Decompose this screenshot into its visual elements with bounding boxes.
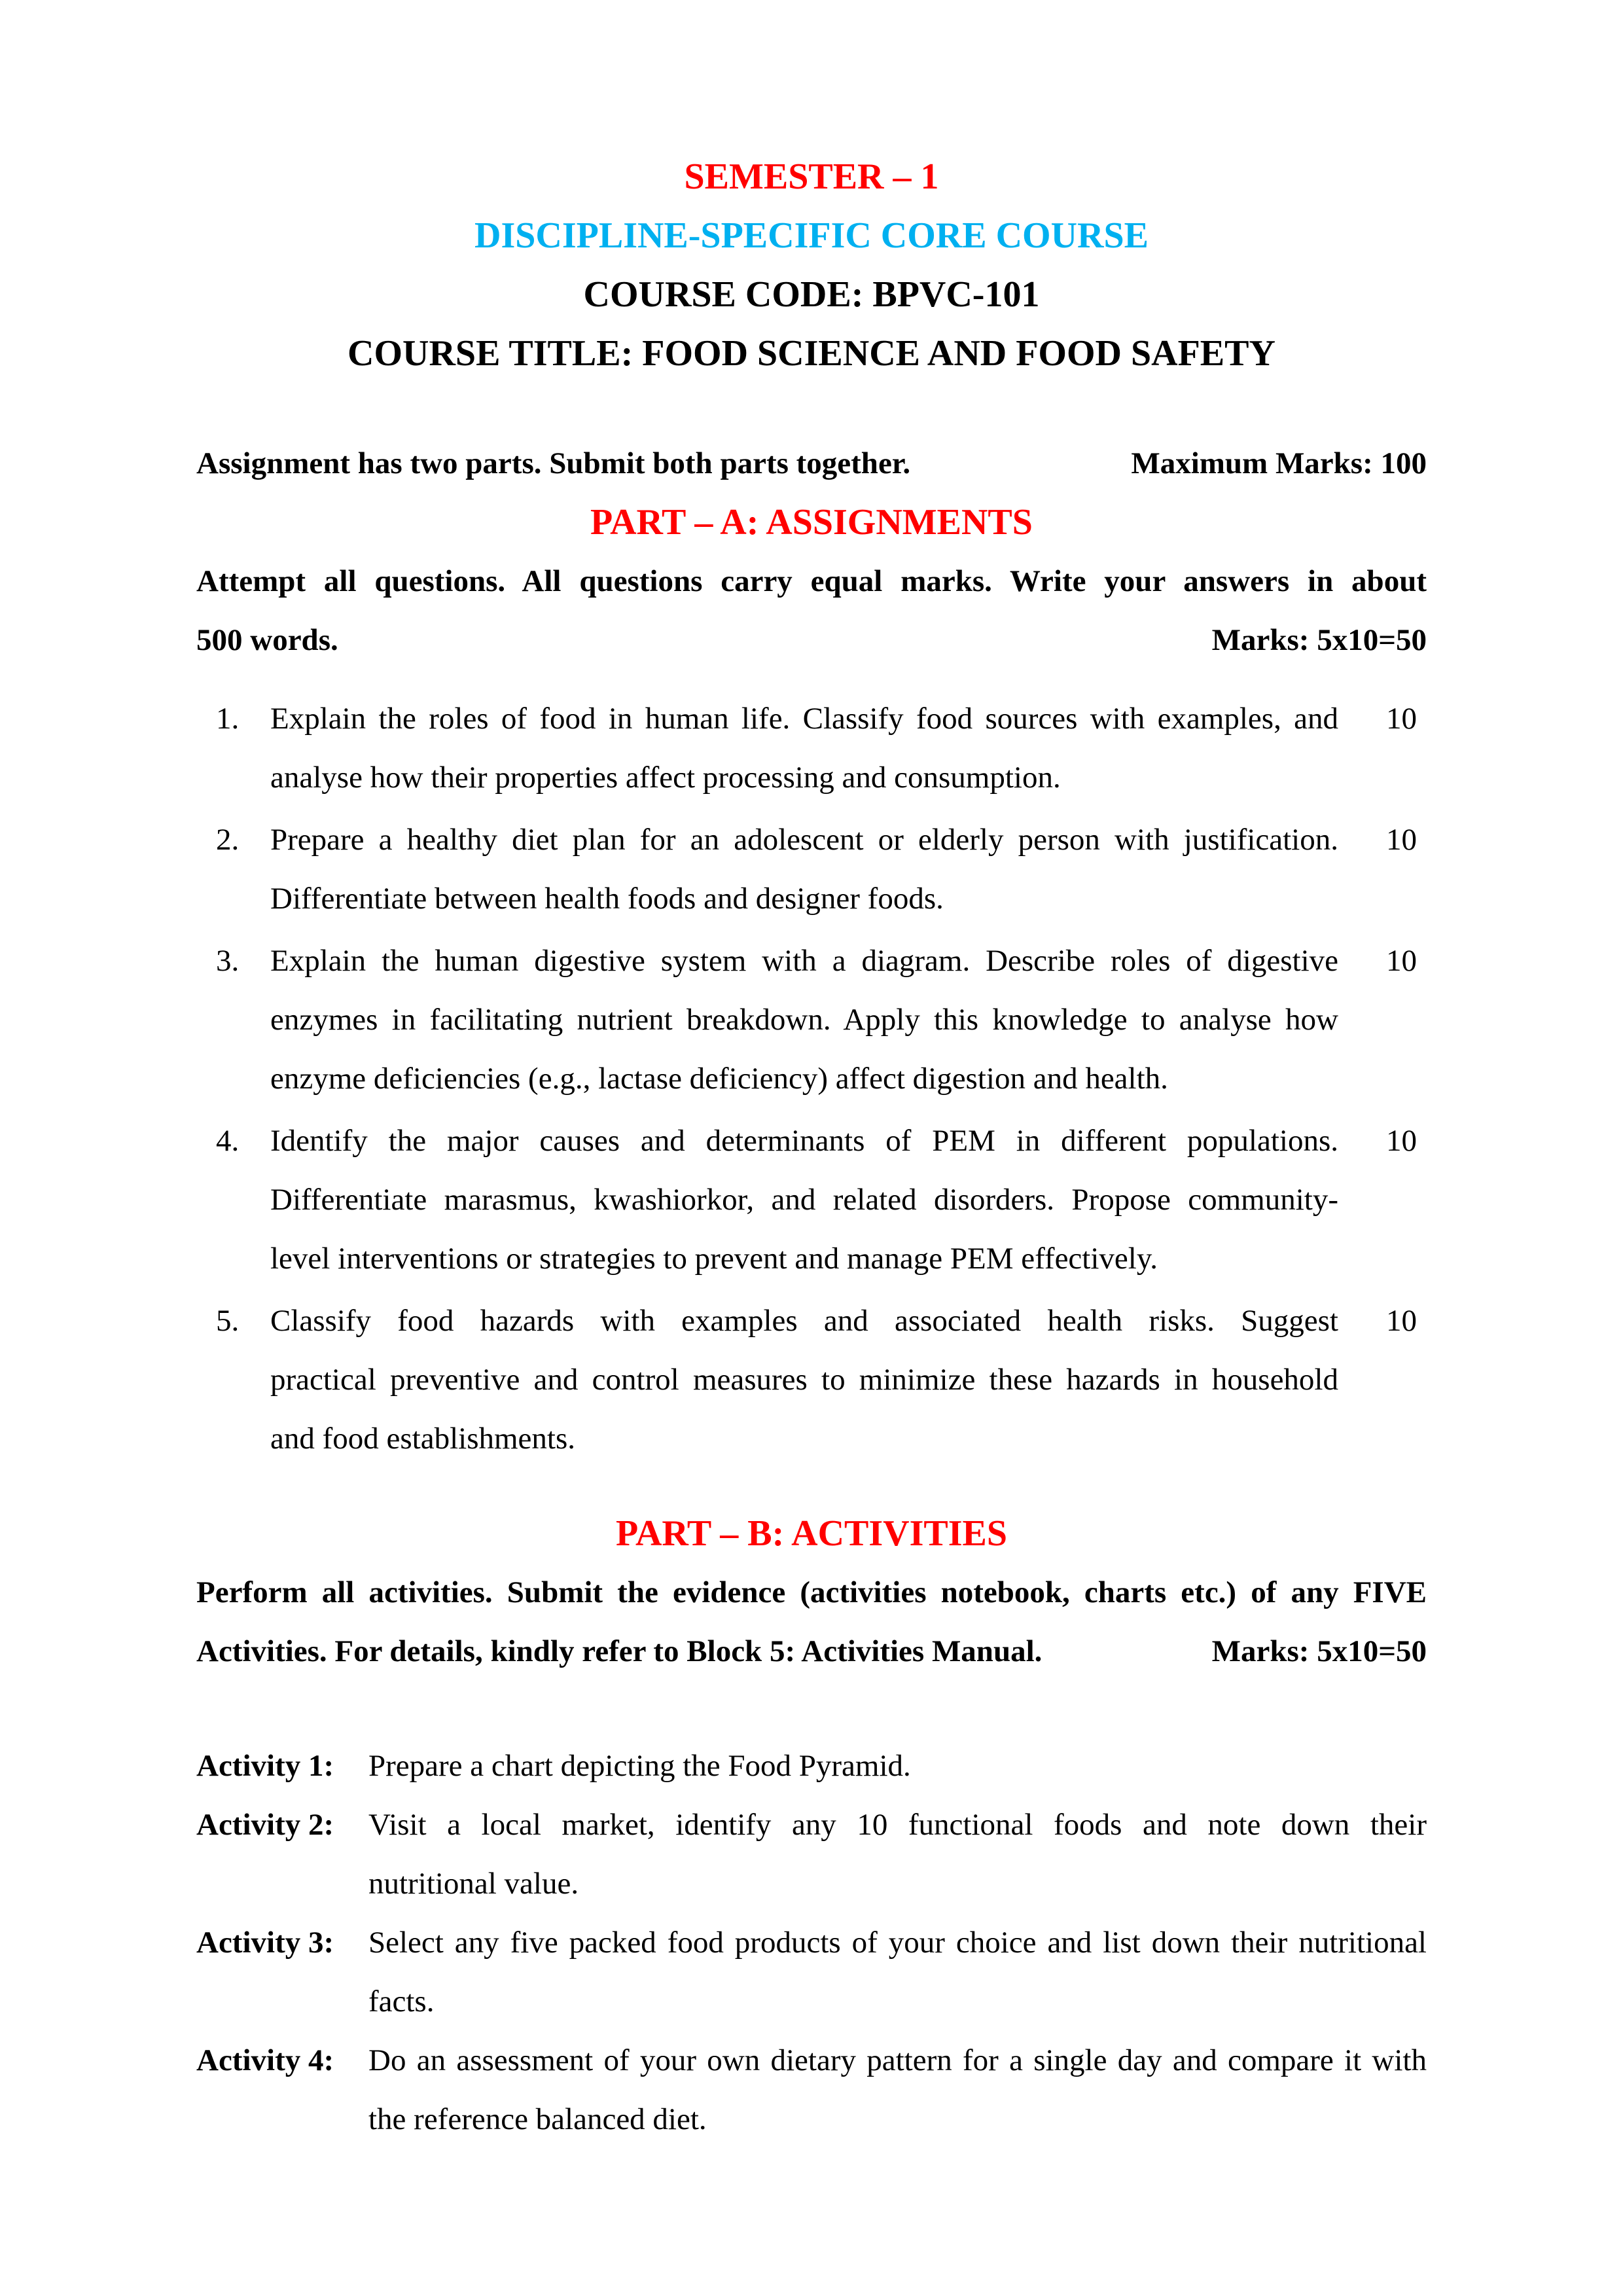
question-marks: 10 bbox=[1386, 702, 1417, 736]
text-line: enzymes in facilitating nutrient breakdown. Apply this knowledge to analyse how bbox=[270, 1003, 1338, 1037]
question-text bbox=[270, 689, 1338, 807]
question-item bbox=[196, 1111, 1427, 1288]
question-number: 4. bbox=[216, 1124, 240, 1158]
text-line: analyse how their properties affect processing and consumption. bbox=[270, 761, 1061, 795]
assignment-note-text: Assignment has two parts. Submit both parts together. bbox=[196, 446, 911, 480]
semester-heading: SEMESTER – 1 bbox=[684, 156, 939, 197]
questions-list bbox=[196, 689, 1427, 1468]
course-title-heading: COURSE TITLE: FOOD SCIENCE AND FOOD SAFETY bbox=[348, 333, 1275, 374]
course-type-heading: DISCIPLINE-SPECIFIC CORE COURSE bbox=[474, 215, 1149, 256]
part-a-instructions-line1: Attempt all questions. All questions carry equal marks. Write your answers in about bbox=[196, 564, 1427, 598]
text-line: Explain the human digestive system with a diagram. Describe roles of digestive bbox=[270, 944, 1338, 978]
text-line: practical preventive and control measures to minimize these hazards in household bbox=[270, 1363, 1338, 1397]
text-line: Classify food hazards with examples and associated health risks. Suggest bbox=[270, 1304, 1338, 1338]
question-marks: 10 bbox=[1386, 823, 1417, 857]
text-line: Do an assessment of your own dietary pattern for a single day and compare it with bbox=[368, 2043, 1427, 2077]
text-line: and food establishments. bbox=[270, 1422, 576, 1456]
text-line: Identify the major causes and determinants of PEM in different populations. bbox=[270, 1124, 1338, 1158]
part-b-marks-text: Marks: 5x10=50 bbox=[1211, 1634, 1427, 1668]
activity-label: Activity 3: bbox=[196, 1926, 334, 1960]
question-number: 2. bbox=[216, 823, 240, 857]
question-number: 1. bbox=[216, 702, 240, 736]
activities-list bbox=[196, 1736, 1427, 2149]
activity-item bbox=[196, 1795, 1427, 1913]
part-a-title: PART – A: ASSIGNMENTS bbox=[590, 502, 1033, 543]
question-number: 5. bbox=[216, 1304, 240, 1338]
text-line: the reference balanced diet. bbox=[368, 2102, 707, 2136]
part-a-marks-text: Marks: 5x10=50 bbox=[1211, 623, 1427, 657]
activity-text bbox=[368, 1795, 1427, 1913]
activity-label: Activity 4: bbox=[196, 2043, 334, 2077]
question-text bbox=[270, 1291, 1338, 1468]
activity-item bbox=[196, 1913, 1427, 2031]
text-line: nutritional value. bbox=[368, 1867, 579, 1901]
part-a-instructions-line2-row bbox=[196, 611, 1427, 670]
part-b-instructions-line2-row bbox=[196, 1622, 1427, 1681]
activity-text bbox=[368, 2031, 1427, 2149]
question-text bbox=[270, 810, 1338, 928]
question-item bbox=[196, 689, 1427, 807]
part-b-instructions-line2: Activities. For details, kindly refer to Block 5: Activities Manual. bbox=[196, 1634, 1043, 1668]
question-number: 3. bbox=[216, 944, 240, 978]
text-line: level interventions or strategies to prevent and manage PEM effectively. bbox=[270, 1242, 1158, 1276]
part-b-instructions-line1: Perform all activities. Submit the evidence (activities notebook, charts etc.) of any FIVE bbox=[196, 1575, 1427, 1609]
question-marks: 10 bbox=[1386, 1124, 1417, 1158]
activity-text bbox=[368, 1736, 1427, 1795]
text-line: facts. bbox=[368, 1984, 435, 2018]
text-line: enzyme deficiencies (e.g., lactase deficiency) affect digestion and health. bbox=[270, 1062, 1168, 1096]
activity-text bbox=[368, 1913, 1427, 2031]
question-text bbox=[270, 931, 1338, 1108]
question-item bbox=[196, 931, 1427, 1108]
question-marks: 10 bbox=[1386, 944, 1417, 978]
activity-item bbox=[196, 2031, 1427, 2149]
text-line: Prepare a chart depicting the Food Pyramid. bbox=[368, 1749, 911, 1783]
assignment-note-row bbox=[196, 434, 1427, 493]
text-line: Visit a local market, identify any 10 functional foods and note down their bbox=[368, 1808, 1427, 1842]
part-b-title: PART – B: ACTIVITIES bbox=[615, 1513, 1008, 1554]
text-line: Differentiate marasmus, kwashiorkor, and related disorders. Propose community- bbox=[270, 1183, 1338, 1217]
maximum-marks-text: Maximum Marks: 100 bbox=[1131, 446, 1427, 480]
part-a-instructions-line2: 500 words. bbox=[196, 623, 338, 657]
text-line: Select any five packed food products of your choice and list down their nutritional bbox=[368, 1926, 1427, 1960]
text-line: Explain the roles of food in human life. Classify food sources with examples, and bbox=[270, 702, 1338, 736]
course-code-heading: COURSE CODE: BPVC-101 bbox=[583, 274, 1040, 315]
question-item bbox=[196, 1291, 1427, 1468]
activity-item bbox=[196, 1736, 1427, 1795]
text-line: Differentiate between health foods and designer foods. bbox=[270, 882, 944, 916]
question-item bbox=[196, 810, 1427, 928]
activity-label: Activity 2: bbox=[196, 1808, 334, 1842]
question-text bbox=[270, 1111, 1338, 1288]
question-marks: 10 bbox=[1386, 1304, 1417, 1338]
activity-label: Activity 1: bbox=[196, 1749, 334, 1783]
text-line: Prepare a healthy diet plan for an adolescent or elderly person with justification. bbox=[270, 823, 1338, 857]
